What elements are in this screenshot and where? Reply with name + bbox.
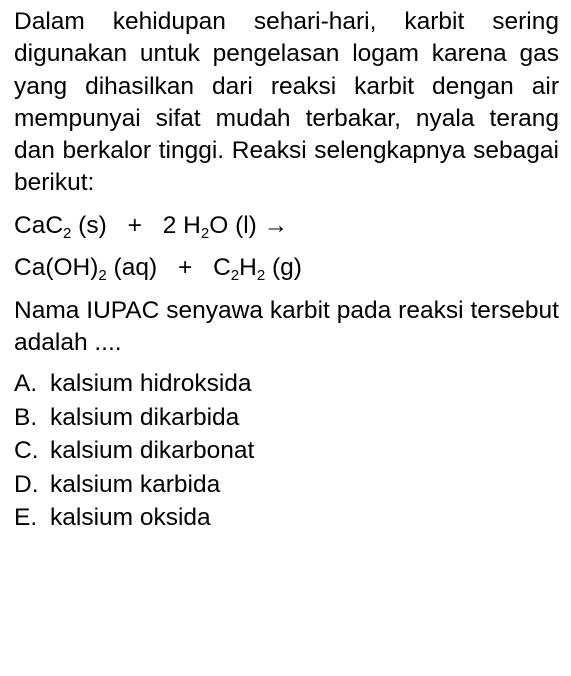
calcium-hydroxide-formula: $Ca(OH)_2$	[14, 253, 107, 284]
answer-options	[14, 367, 559, 535]
option-text: kalsium oksida	[50, 504, 211, 532]
question-prompt: Nama IUPAC senyawa karbit pada reaksi tersebut adalah ....	[14, 296, 559, 357]
calcium-carbide-formula: CaC$_2$	[14, 211, 72, 242]
calcium-carbide-state: (s)	[78, 211, 107, 239]
option-e[interactable]	[14, 501, 559, 535]
option-text: kalsium dikarbonat	[50, 437, 255, 465]
option-d[interactable]	[14, 468, 559, 502]
plus-sign: +	[127, 211, 142, 239]
acetylene-formula: $C_2H_2$	[213, 253, 266, 284]
option-text: kalsium hidroksida	[50, 370, 252, 398]
reaction-reactants	[14, 211, 559, 241]
question-intro: Dalam kehidupan sehari-hari, karbit sering digunakan untuk pengelasan logam karena gas yang dihasilkan dari reaksi karbit dengan air mempunyai sifat mudah terbakar, nyala terang dan berkalor tinggi. Reaksi selengkapnya sebagai berikut:	[14, 8, 559, 197]
water-formula: $H_2O$	[183, 211, 229, 242]
option-letter: D.	[14, 470, 39, 498]
option-letter: C.	[14, 437, 39, 465]
option-letter: A.	[14, 370, 38, 398]
plus-sign: +	[177, 253, 193, 281]
option-text: kalsium karbida	[50, 470, 221, 498]
question-card	[14, 6, 559, 535]
option-c[interactable]	[14, 434, 559, 468]
option-letter: B.	[14, 403, 38, 431]
reaction-arrow: →	[263, 211, 289, 239]
calcium-hydroxide-state: (aq)	[113, 253, 158, 281]
water-coefficient: 2	[162, 211, 177, 239]
option-a[interactable]	[14, 367, 559, 401]
option-b[interactable]	[14, 401, 559, 435]
acetylene-state: (g)	[271, 253, 302, 281]
option-letter: E.	[14, 504, 38, 532]
option-text: kalsium dikarbida	[50, 403, 240, 431]
water-state: (l)	[235, 211, 257, 239]
reaction-products	[14, 253, 559, 283]
